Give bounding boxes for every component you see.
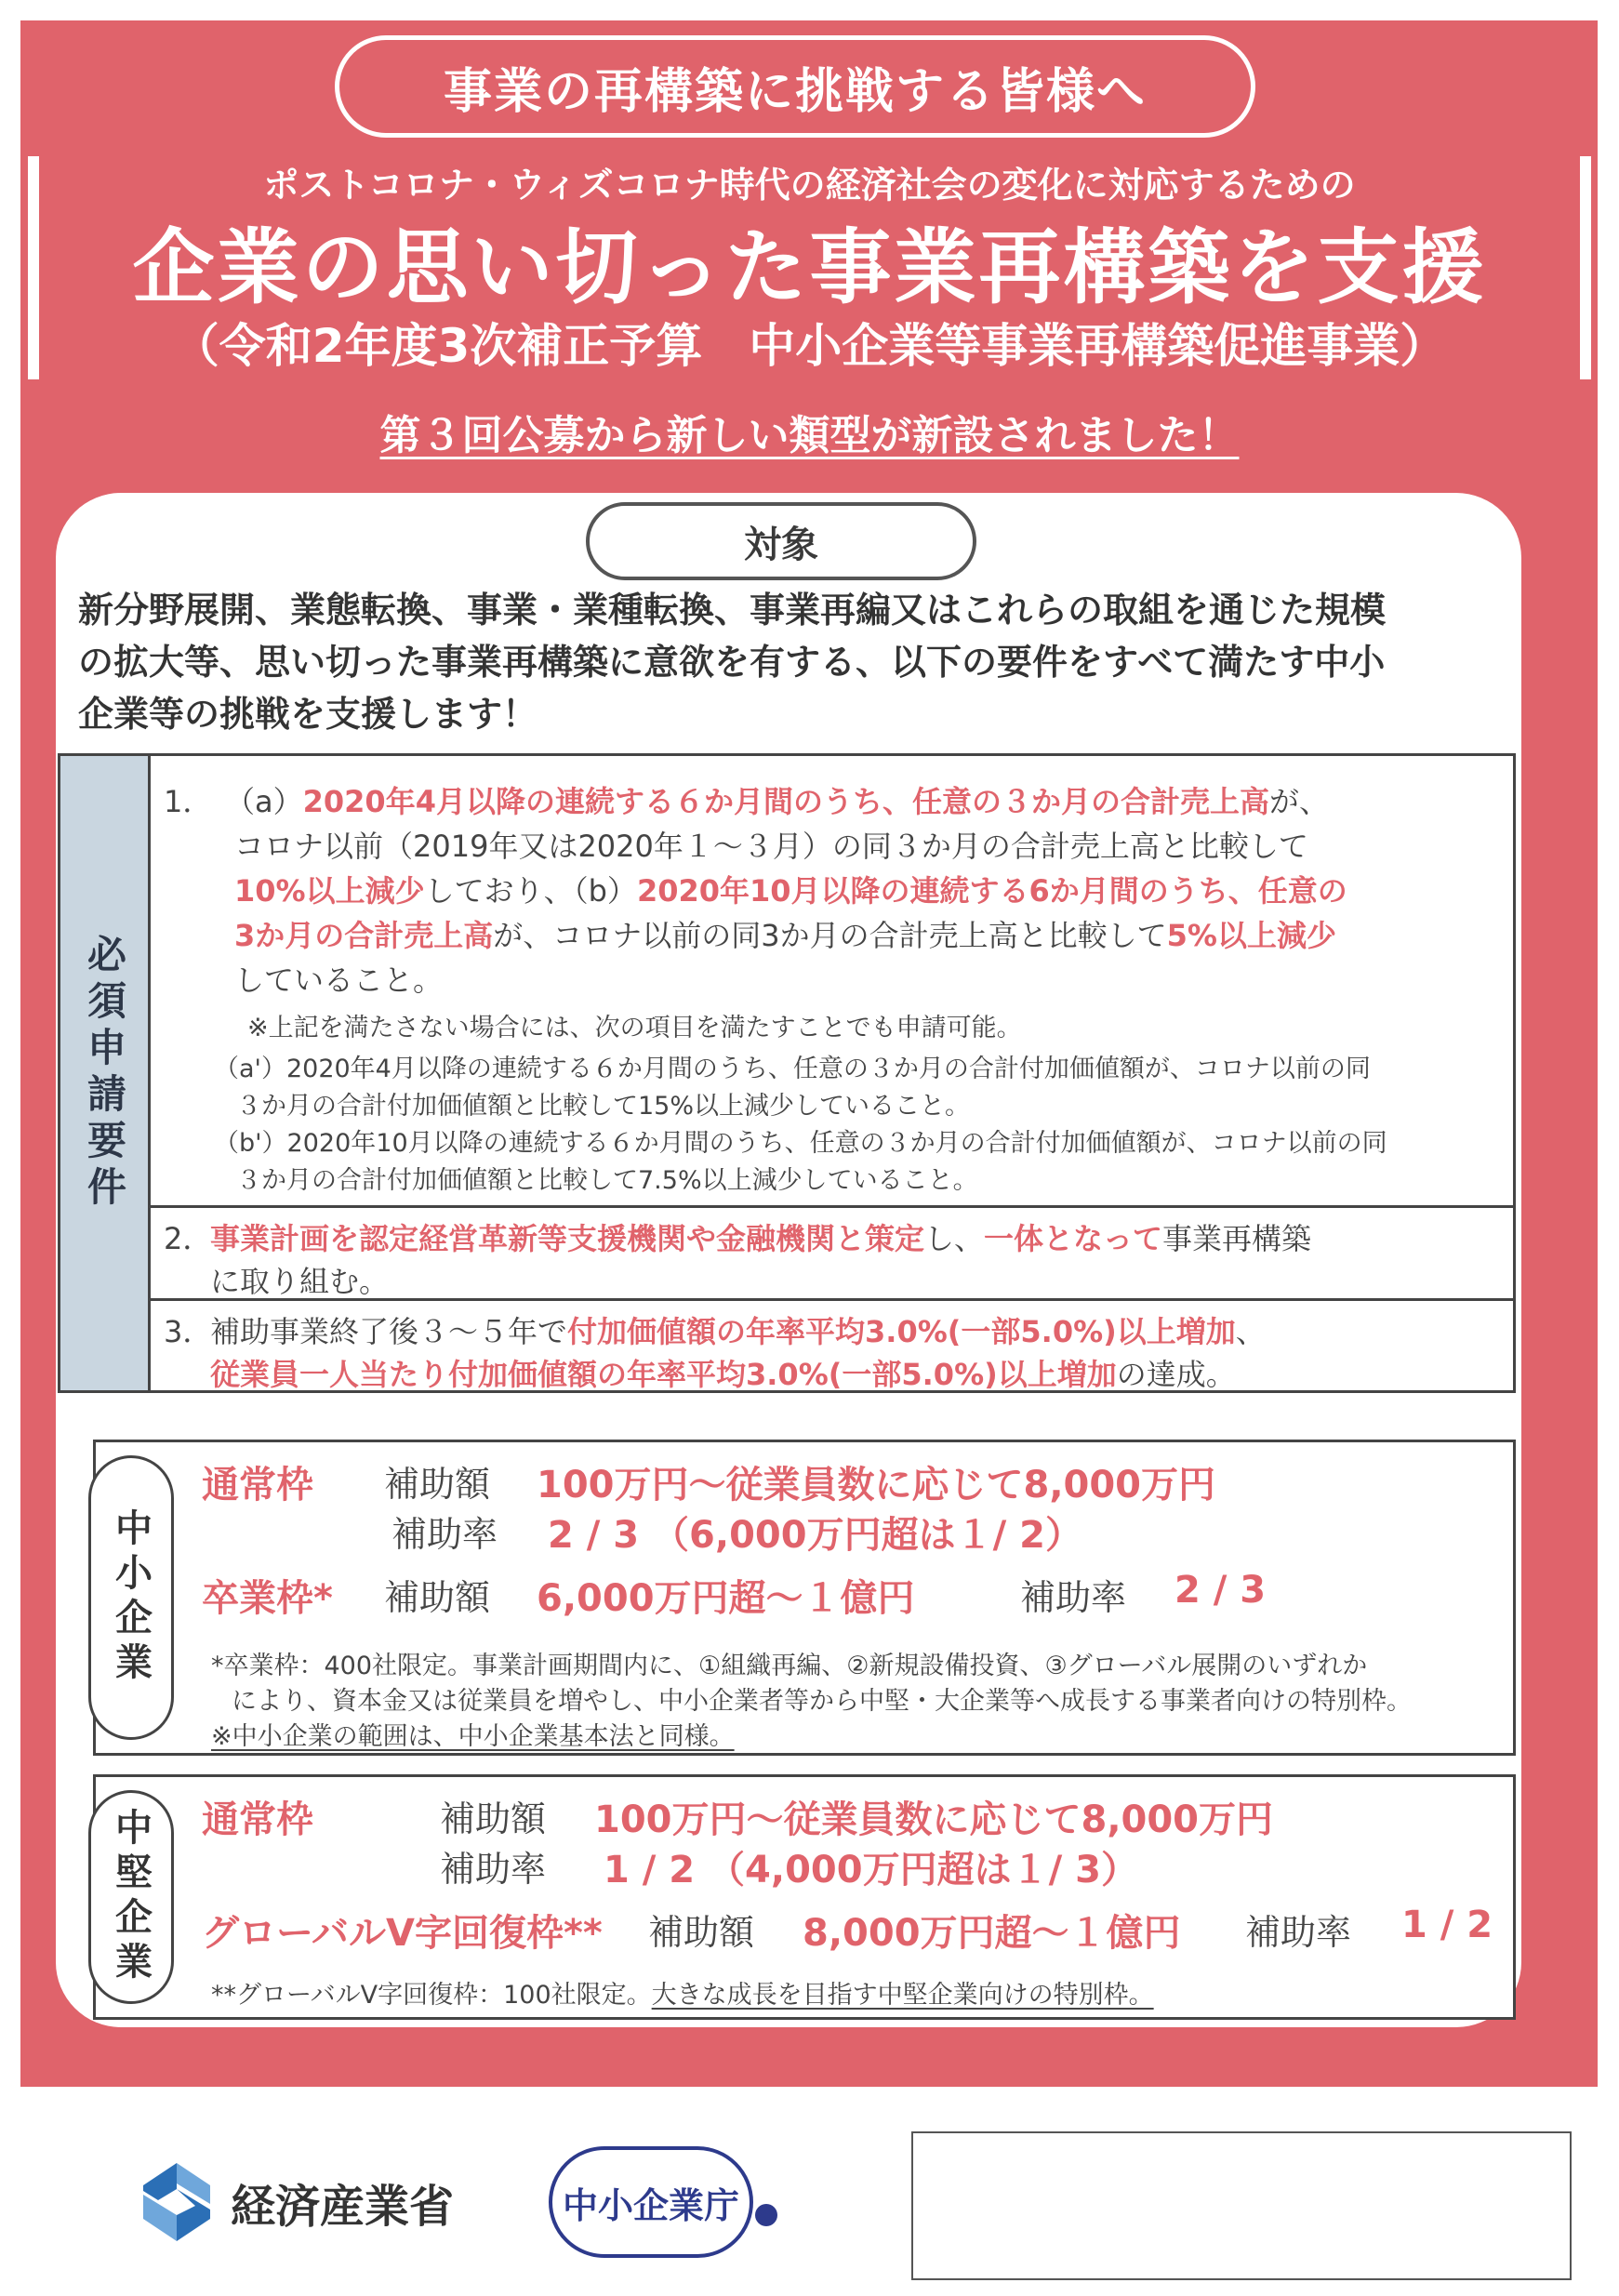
sme-note-2: により、資本金又は従業員を増やし、中小企業者等から中堅・大企業等へ成長する事業者向けの特別枠。 xyxy=(232,1687,1412,1716)
sme-note-3: ※中小企業の範囲は、中小企業基本法と同様。 xyxy=(211,1722,735,1751)
sub-title: （令和2年度3次補正予算 中小企業等事業再構築促進事業） xyxy=(172,319,1447,373)
midsize-section: 中堅企業 通常枠 補助額 100万円～従業員数に応じて8,000万円 補助率 1 / 2 （4,000万円超は１/ 3） グローバルV字回復枠** 補助額 8,000万円超～１億円 補助率 1 / 2 **グローバルV字回復枠：100社限定。大きな成長を目指す中堅企業向けの特別枠。 xyxy=(93,1774,1516,2020)
req3-num: 3． xyxy=(164,1314,213,1349)
mid-note-underline: 大きな成長を目指す中堅企業向けの特別枠。 xyxy=(651,1981,1154,2010)
midsize-tab: 中堅企業 xyxy=(88,1790,174,2004)
target-intro xyxy=(78,584,1529,740)
pre-title: ポストコロナ・ウィズコロナ時代の経済社会の変化に対応するための xyxy=(263,165,1356,206)
meti-emblem-icon xyxy=(138,2157,216,2247)
meti-logo xyxy=(138,2157,454,2247)
intro-line: 新分野展開、業態転換、事業・業種転換、事業再編又はこれらの取組を通じた規模 xyxy=(78,590,1387,630)
req1-note: ※上記を満たさない場合には、次の項目を満たすことでも申請可能。 xyxy=(247,1014,1022,1042)
sme-section: 中小企業 通常枠 補助額 100万円～従業員数に応じて8,000万円 補助率 2 / 3 （6,000万円超は１/ 2） 卒業枠* 補助額 6,000万円超～１億円 補助率 2 / 3 *卒業枠：400社限定。事業計画期間内に、①組織再編、②新規設備投資、③グローバル展開のいずれか により、資本金又は従業員を増やし、中小企業者等から中堅・大企業等へ成長する事業者向けの特別枠。 ※中小企業の範囲は、中小企業基本法と同様。 xyxy=(93,1440,1516,1756)
requirements-box xyxy=(58,753,1516,1393)
chusho-oval xyxy=(549,2146,753,2258)
sme-grad-label: 卒業枠* xyxy=(202,1577,333,1620)
mid-note-prefix: **グローバルV字回復枠：100社限定。 xyxy=(211,1981,652,2010)
mid-global-label: グローバルV字回復枠** xyxy=(202,1912,603,1955)
target-label: 対象 xyxy=(586,502,976,580)
requirements-label: 必須申請要件 xyxy=(60,756,148,1390)
meti-name: 経済産業省 xyxy=(231,2180,455,2233)
blank-stamp-box xyxy=(911,2131,1572,2280)
sme-grad-amount: 6,000万円超～１億円 xyxy=(537,1577,915,1620)
requirement-1: 1． （a）2020年4月以降の連続する６か月間のうち、任意の３か月の合計売上高が、 コロナ以前（2019年又は2020年１～３月）の同３か月の合計売上高と比較して 10%以上減少しており、（b）2020年10月以降の連続する6か月間のうち、任意の 3か月の合計売上高が、コロナ以前の同3か月の合計売上高と比較して5%以上減少 していること。 ※上記を満たさない場合には、次の項目を満たすことでも申請可能。 （a'）2020年4月以降の連続する６か月間のうち、任意の３か月の合計付加価値額が、コロナ以前の同 ３か月の合計付加価値額と比較して15%以上減少していること。 （b'）2020年10月以降の連続する６か月間のうち、任意の３か月の合計付加価値額が、コロナ以前の同 ３か月の合計付加価値額と比較して7.5%以上減少していること。 xyxy=(148,756,1513,1208)
chusho-logo xyxy=(549,2137,781,2267)
mid-global-amount: 8,000万円超～１億円 xyxy=(803,1912,1181,1955)
mid-normal-amount: 100万円～従業員数に応じて8,000万円 xyxy=(594,1798,1274,1841)
sme-normal-label: 通常枠 xyxy=(202,1464,313,1506)
req1-num: 1． xyxy=(164,784,213,819)
announcement-text: 第３回公募から新しい類型が新設されました！ xyxy=(379,412,1240,459)
announcement xyxy=(0,402,1619,461)
chusho-dot-icon xyxy=(755,2204,777,2226)
mid-normal-label: 通常枠 xyxy=(202,1798,313,1841)
req1-10pct: 10%以上減少 xyxy=(234,873,425,909)
sme-note-1: *卒業枠：400社限定。事業計画期間内に、①組織再編、②新規設備投資、③グローバル展開のいずれか xyxy=(211,1652,1368,1680)
req1-line2: コロナ以前（2019年又は2020年１～３月）の同３か月の合計売上高と比較して xyxy=(234,829,1308,864)
mid-global-rate: 1 / 2 xyxy=(1401,1904,1493,1946)
requirement-2: 2． 事業計画を認定経営革新等支援機関や金融機関と策定し、一体となって事業再構築 に取り組む。 xyxy=(148,1208,1513,1301)
main-title: 企業の思い切った事業再構築を支援 xyxy=(132,219,1487,315)
req2-num: 2． xyxy=(164,1221,213,1256)
requirement-3: 3． 補助事業終了後３～５年で付加価値額の年率平均3.0%(一部5.0%)以上増加、 従業員一人当たり付加価値額の年率平均3.0%(一部5.0%)以上増加の達成。 xyxy=(148,1301,1513,1393)
mid-normal-rate: 1 / 2 （4,000万円超は１/ 3） xyxy=(604,1849,1138,1891)
req1-b-highlight: 2020年10月以降の連続する6か月間のうち、任意の xyxy=(636,873,1347,909)
sme-normal-amount: 100万円～従業員数に応じて8,000万円 xyxy=(537,1464,1216,1506)
sme-grad-rate: 2 / 3 xyxy=(1174,1569,1267,1612)
header-pill: 事業の再構築に挑戦する皆様へ xyxy=(335,35,1255,138)
req1-a-highlight: 2020年4月以降の連続する６か月間のうち、任意の３か月の合計売上高 xyxy=(302,784,1269,819)
req1-5pct: 5%以上減少 xyxy=(1166,918,1336,953)
chusho-name: 中小企業庁 xyxy=(562,2184,739,2226)
sme-tab: 中小企業 xyxy=(88,1455,174,1740)
intro-line: の拡大等、思い切った事業再構築に意欲を有する、以下の要件をすべて満たす中小 xyxy=(78,642,1386,683)
intro-line: 企業等の挑戦を支援します！ xyxy=(78,694,538,735)
sme-normal-rate: 2 / 3 （6,000万円超は１/ 2） xyxy=(548,1514,1082,1557)
